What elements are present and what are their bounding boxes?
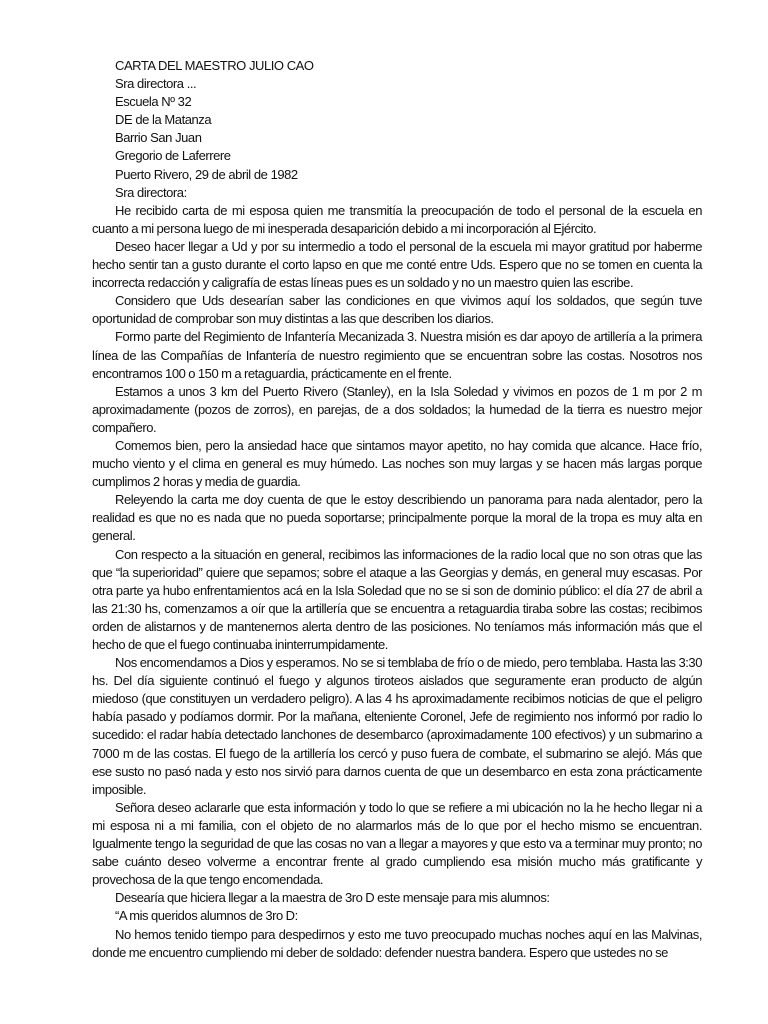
school-line: Escuela Nº 32 <box>115 94 192 110</box>
salutation: Sra directora: <box>115 184 187 200</box>
date-line: Puerto Rivero, 29 de abril de 1982 <box>115 166 298 182</box>
paragraph: Comemos bien, pero la ansiedad hace que sintamos mayor apetito, no hay comida que alcance. Hace frío, mucho viento y el clima en general es muy húmedo. Las noches son muy largas y se hacen más largas porque cumplimos 2 horas y media de guardia. <box>92 437 702 490</box>
district-line: DE de la Matanza <box>115 112 212 128</box>
recipient-line: Sra directora ... <box>115 76 197 92</box>
paragraph: Releyendo la carta me doy cuenta de que le estoy describiendo un panorama para nada alentador, pero la realidad es que no es nada que no pueda soportarse; principalmente porque la moral de la tropa es muy alta en general. <box>92 492 702 544</box>
paragraph: Formo parte del Regimiento de Infantería Mecanizada 3. Nuestra misión es dar apoyo de artillería a la primera línea de las Compañías de Infantería de nuestro regimiento que se encuentran sobre las costas. Nosotros nos encontramos 100 o 150 m a retaguardia, prácticamente en el frente. <box>92 329 702 381</box>
paragraph: Con respecto a la situación en general, recibimos las informaciones de la radio local que no son otras que las que “la superioridad” quiere que sepamos; sobre el ataque a las Georgias y demás, en general muy escasas. Por otra parte ya hubo enfrentamientos acá en la Isla Soledad que no se si son de dominio público: el día 27 de abril a las 21:30 hs, comenzamos a oír que la artillería que se encuentra a retaguardia tiraba sobre las costas; recibimos orden de alistarnos y de mantenernos alerta dentro de las posiciones. No teníamos más información más que el hecho de que el fuego continuaba ininterrumpidamente. <box>92 546 702 652</box>
letter-title: CARTA DEL MAESTRO JULIO CAO <box>115 58 314 73</box>
paragraph: Señora deseo aclararle que esta información y todo lo que se refiere a mi ubicación no la he hecho llegar ni a mi esposa ni a mi familia, con el objeto de no alarmarlos más de lo que por el hecho mismo se encuentran. Igualmente tengo la seguridad de que las cosas no van a llegar a mayores y que esto va a terminar muy pronto; no sabe cuánto deseo volverme a encontrar frente al grado cumpliendo esa misión mucho más gratificante y provechosa de la que tengo encomendada. <box>92 799 702 888</box>
paragraph: No hemos tenido tiempo para despedirnos y esto me tuvo preocupado muchas noches aquí en las Malvinas, donde me encuentro cumpliendo mi deber de soldado: defender nuestra bandera. Espero que ustedes no se <box>92 926 702 960</box>
paragraph: Nos encomendamos a Dios y esperamos. No se si temblaba de frío o de miedo, pero temblaba. Hasta las 3:30 hs. Del día siguiente continuó el fuego y algunos tiroteos aislados que seguramente eran producto de algún miedoso (que constituyen un verdadero peligro). A las 4 hs aproximadamente recibimos noticias de que el peligro había pasado y podíamos dormir. Por la mañana, elteniente Coronel, Jefe de regimiento nos informó por radio lo sucedido: el radar había detectado lanchones de desembarco (aproximadamente 100 efectivos) y un submarino a 7000 m de las costas. El fuego de la artillería los cercó y puso fuera de combate, el submarino se alejó. Más que ese susto no pasó nada y esto nos sirvió para darnos cuenta de que un desembarco en esta zona prácticamente imposible. <box>92 655 702 797</box>
paragraph: “A mis queridos alumnos de 3ro D: <box>115 908 298 924</box>
town-line: Gregorio de Laferrere <box>115 148 231 164</box>
paragraph: Considero que Uds desearían saber las condiciones en que vivimos aquí los soldados, que según tuve oportunidad de comprobar son muy distintas a las que describen los diarios. <box>92 293 702 327</box>
neighborhood-line: Barrio San Juan <box>115 130 202 146</box>
paragraph: Estamos a unos 3 km del Puerto Rivero (Stanley), en la Isla Soledad y vivimos en pozos de 1 m por 2 m aproximadamente (pozos de zorros), en parejas, de a dos soldados; la humedad de la tierra es nuestro mejor compañero. <box>92 383 702 435</box>
letter-header <box>115 57 728 202</box>
letter-body <box>92 202 702 962</box>
paragraph: Deseo hacer llegar a Ud y por su intermedio a todo el personal de la escuela mi mayor gratitud por haberme hecho sentir tan a gusto durante el corto lapso en que me conté entre Uds. Espero que no se tomen en cuenta la incorrecta redacción y caligrafía de estas líneas pues es un soldado y no un maestro quien las escribe. <box>92 238 702 291</box>
paragraph: He recibido carta de mi esposa quien me transmitía la preocupación de todo el personal de la escuela en cuanto a mi persona luego de mi inesperada desaparición debido a mi incorporación al Ejército. <box>92 202 702 236</box>
paragraph: Desearía que hiciera llegar a la maestra de 3ro D este mensaje para mis alumnos: <box>115 890 550 906</box>
